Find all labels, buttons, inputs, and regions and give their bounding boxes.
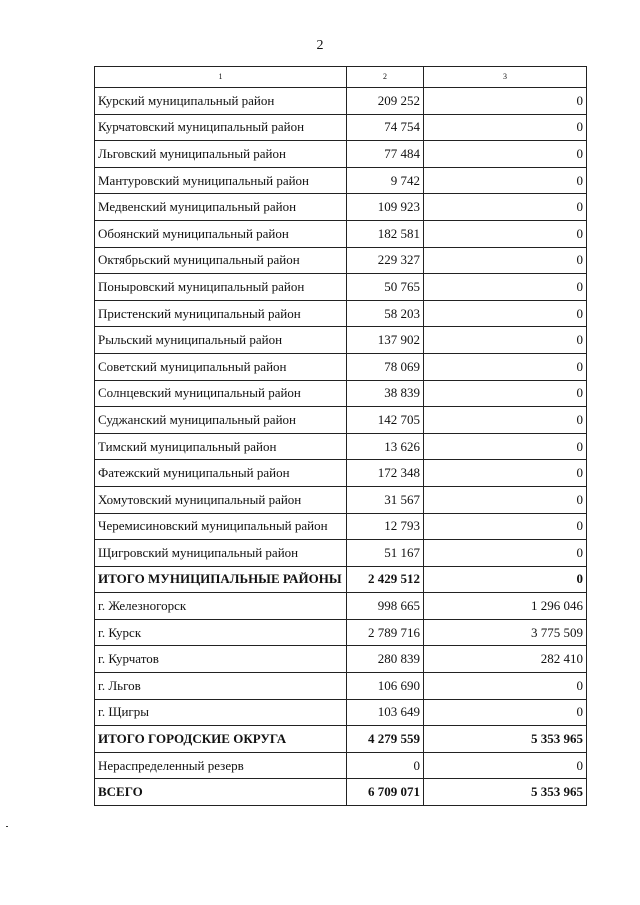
- row-name-cell: Черемисиновский муниципальный район: [95, 513, 347, 540]
- row-value-col2-cell: 38 839: [347, 380, 424, 407]
- header-cell-1: 1: [95, 67, 347, 88]
- row-name-cell: г. Курск: [95, 619, 347, 646]
- row-value-col2-cell: 229 327: [347, 247, 424, 274]
- row-name-cell: г. Щигры: [95, 699, 347, 726]
- row-value-col3-cell: 5 353 965: [424, 779, 587, 806]
- table-row: [95, 513, 587, 540]
- row-value-col2-cell: 74 754: [347, 114, 424, 141]
- row-value-col3-cell: 0: [424, 486, 587, 513]
- row-value-col2-cell: 77 484: [347, 141, 424, 168]
- row-value-col3-cell: 0: [424, 274, 587, 301]
- row-value-col2-cell: 4 279 559: [347, 726, 424, 753]
- table-row: [95, 619, 587, 646]
- row-name-cell: ИТОГО ГОРОДСКИЕ ОКРУГА: [95, 726, 347, 753]
- row-value-col3-cell: 0: [424, 699, 587, 726]
- row-name-cell: г. Льгов: [95, 673, 347, 700]
- table-total-row: [95, 566, 587, 593]
- row-value-col3-cell: 0: [424, 194, 587, 221]
- row-value-col3-cell: 0: [424, 167, 587, 194]
- row-value-col3-cell: 0: [424, 380, 587, 407]
- table-row: [95, 460, 587, 487]
- row-name-cell: Солнцевский муниципальный район: [95, 380, 347, 407]
- table-row: [95, 353, 587, 380]
- row-name-cell: Курский муниципальный район: [95, 88, 347, 115]
- table-row: [95, 247, 587, 274]
- row-name-cell: г. Курчатов: [95, 646, 347, 673]
- row-value-col3-cell: 0: [424, 513, 587, 540]
- row-value-col2-cell: 2 429 512: [347, 566, 424, 593]
- row-value-col2-cell: 2 789 716: [347, 619, 424, 646]
- row-value-col3-cell: 1 296 046: [424, 593, 587, 620]
- row-name-cell: Курчатовский муниципальный район: [95, 114, 347, 141]
- table-row: [95, 593, 587, 620]
- row-value-col2-cell: 280 839: [347, 646, 424, 673]
- data-table: [94, 66, 587, 806]
- row-name-cell: ИТОГО МУНИЦИПАЛЬНЫЕ РАЙОНЫ: [95, 566, 347, 593]
- row-name-cell: Щигровский муниципальный район: [95, 540, 347, 567]
- row-name-cell: Поныровский муниципальный район: [95, 274, 347, 301]
- table-row: [95, 274, 587, 301]
- row-value-col3-cell: 0: [424, 407, 587, 434]
- table-row: [95, 380, 587, 407]
- header-cell-2: 2: [347, 67, 424, 88]
- table-row: [95, 88, 587, 115]
- row-value-col2-cell: 6 709 071: [347, 779, 424, 806]
- page-number: 2: [316, 38, 324, 53]
- table-header-row: [95, 67, 587, 88]
- header-cell-3: 3: [424, 67, 587, 88]
- table-row: [95, 141, 587, 168]
- row-value-col3-cell: 3 775 509: [424, 619, 587, 646]
- row-value-col3-cell: 0: [424, 88, 587, 115]
- row-value-col3-cell: 0: [424, 540, 587, 567]
- row-value-col2-cell: 9 742: [347, 167, 424, 194]
- row-name-cell: Суджанский муниципальный район: [95, 407, 347, 434]
- row-value-col2-cell: 31 567: [347, 486, 424, 513]
- row-name-cell: Обоянский муниципальный район: [95, 220, 347, 247]
- table-row: [95, 114, 587, 141]
- row-name-cell: Фатежский муниципальный район: [95, 460, 347, 487]
- row-name-cell: Тимский муниципальный район: [95, 433, 347, 460]
- row-value-col2-cell: 998 665: [347, 593, 424, 620]
- row-value-col2-cell: 106 690: [347, 673, 424, 700]
- row-value-col3-cell: 5 353 965: [424, 726, 587, 753]
- row-value-col3-cell: 0: [424, 566, 587, 593]
- table-row: [95, 540, 587, 567]
- row-value-col2-cell: 109 923: [347, 194, 424, 221]
- row-value-col3-cell: 0: [424, 327, 587, 354]
- row-value-col2-cell: 209 252: [347, 88, 424, 115]
- margin-mark: [6, 826, 8, 827]
- row-value-col2-cell: 103 649: [347, 699, 424, 726]
- table-row: [95, 673, 587, 700]
- table-row: [95, 486, 587, 513]
- row-value-col3-cell: 0: [424, 247, 587, 274]
- row-value-col2-cell: 142 705: [347, 407, 424, 434]
- row-name-cell: Медвенский муниципальный район: [95, 194, 347, 221]
- row-value-col2-cell: 137 902: [347, 327, 424, 354]
- row-value-col2-cell: 78 069: [347, 353, 424, 380]
- table-row: [95, 220, 587, 247]
- row-value-col2-cell: 172 348: [347, 460, 424, 487]
- row-value-col3-cell: 0: [424, 114, 587, 141]
- row-name-cell: г. Железногорск: [95, 593, 347, 620]
- table-row: [95, 646, 587, 673]
- table-row: [95, 433, 587, 460]
- row-value-col2-cell: 182 581: [347, 220, 424, 247]
- row-name-cell: Рыльский муниципальный район: [95, 327, 347, 354]
- row-value-col2-cell: 13 626: [347, 433, 424, 460]
- row-name-cell: Льговский муниципальный район: [95, 141, 347, 168]
- table-row: [95, 327, 587, 354]
- row-name-cell: Пристенский муниципальный район: [95, 300, 347, 327]
- table-body: [95, 67, 587, 806]
- row-name-cell: ВСЕГО: [95, 779, 347, 806]
- row-value-col2-cell: 58 203: [347, 300, 424, 327]
- row-name-cell: Советский муниципальный район: [95, 353, 347, 380]
- table-row: [95, 167, 587, 194]
- row-value-col3-cell: 0: [424, 220, 587, 247]
- row-value-col3-cell: 0: [424, 353, 587, 380]
- row-value-col3-cell: 0: [424, 673, 587, 700]
- row-value-col3-cell: 0: [424, 300, 587, 327]
- row-value-col3-cell: 0: [424, 141, 587, 168]
- row-name-cell: Октябрьский муниципальный район: [95, 247, 347, 274]
- table-row: [95, 699, 587, 726]
- table-row: [95, 752, 587, 779]
- table-row: [95, 194, 587, 221]
- table-total-row: [95, 779, 587, 806]
- row-value-col3-cell: 0: [424, 433, 587, 460]
- row-value-col3-cell: 0: [424, 460, 587, 487]
- row-name-cell: Нераспределенный резерв: [95, 752, 347, 779]
- row-value-col2-cell: 0: [347, 752, 424, 779]
- table-total-row: [95, 726, 587, 753]
- row-value-col2-cell: 51 167: [347, 540, 424, 567]
- row-value-col3-cell: 282 410: [424, 646, 587, 673]
- row-name-cell: Хомутовский муниципальный район: [95, 486, 347, 513]
- table-row: [95, 407, 587, 434]
- row-value-col2-cell: 12 793: [347, 513, 424, 540]
- row-name-cell: Мантуровский муниципальный район: [95, 167, 347, 194]
- table-row: [95, 300, 587, 327]
- row-value-col2-cell: 50 765: [347, 274, 424, 301]
- row-value-col3-cell: 0: [424, 752, 587, 779]
